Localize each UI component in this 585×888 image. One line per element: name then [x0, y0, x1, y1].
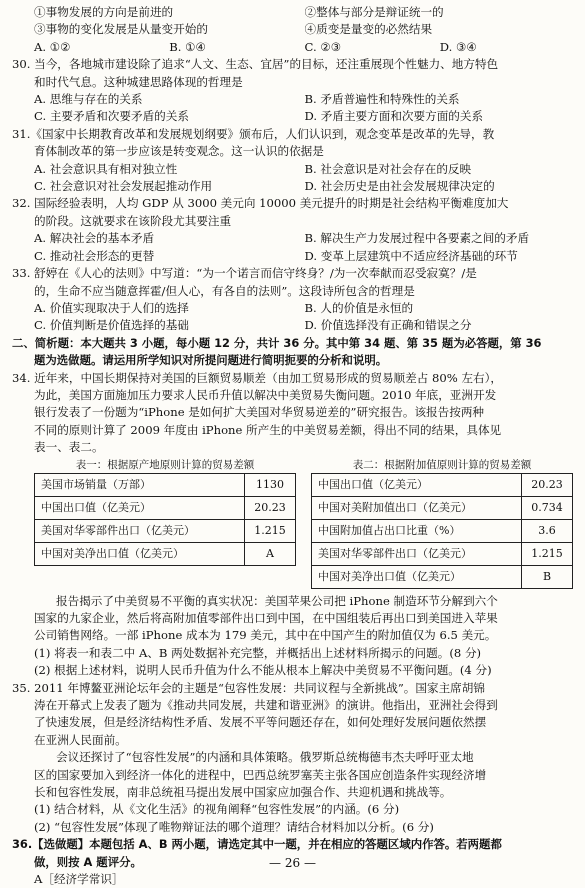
q35-sub-2: (2) “包容性发展”体现了唯物辩证法的哪个道理？请结合材料加以分析。(6 分): [34, 819, 434, 834]
q34-line2: 为此，美国方面施加压力要求人民币升值以解决中美贸易失衡问题。2010 年底，亚洲开发: [34, 387, 497, 402]
row-value: 3.6: [522, 519, 573, 542]
choice-d: D. 矛盾主要方面和次要方面的关系: [304, 109, 484, 124]
q34-para-line3: 公司销售网络。一部 iPhone 成本为 179 美元，其中在中国产生的附加值仅为 6.5 美元。: [34, 628, 497, 643]
row-label: 中国对美净出口值（亿美元）: [312, 565, 522, 588]
row-value: B: [522, 565, 573, 588]
choice-b: B. 解决生产力发展过程中各要素之间的矛盾: [304, 231, 530, 246]
table-row: [35, 473, 296, 496]
q36-line2: 做，则按 A 题评分。: [34, 854, 142, 869]
q30-choices-row1: [12, 91, 575, 108]
q29-options-row2: [12, 21, 575, 38]
table-row: [35, 496, 296, 519]
q33-choices-row1: [12, 300, 575, 317]
choice-d: D. 价值选择没有正确和错误之分: [304, 318, 472, 333]
choice-a: A. ①②: [34, 39, 71, 54]
row-label: 中国附加值占出口比重（%）: [312, 519, 522, 542]
table-row: [312, 542, 573, 565]
q35-para-line2: 区的国家要加入到经济一体化的进程中，巴西总统罗塞芙主张各国应创造条件实现经济增: [34, 767, 487, 782]
choice-a: A. 价值实现取决于人们的选择: [34, 300, 189, 315]
q32-stem-line1: 32. 国际经验表明，人均 GDP 从 3000 美元向 10000 美元提升的时期是社会结构平衡难度加大: [12, 196, 509, 211]
row-value: 20.23: [245, 496, 296, 519]
question-34: [12, 370, 575, 680]
row-value: 20.23: [522, 473, 573, 496]
q31-choices-row2: [12, 178, 575, 195]
q36-part-a-title: A［经济学常识］: [34, 872, 124, 887]
row-label: 中国对美附加值出口（亿美元）: [312, 496, 522, 519]
q32-choices-row2: [12, 248, 575, 265]
q29-options-row1: [12, 4, 575, 21]
q35-sub-1: (1) 结合材料，从《文化生活》的视角阐释“包容性发展”的内涵。(6 分): [34, 802, 400, 817]
table-1-caption: 表一：根据原产地原则计算的贸易差额: [75, 458, 255, 471]
choice-c: C. 社会意识对社会发展起推动作用: [34, 179, 213, 194]
section-2-line2: 题为选做题。请运用所学知识对所提问题进行简明扼要的分析和说明。: [34, 353, 388, 368]
question-33: [12, 265, 575, 335]
choice-d: D. 变革上层建筑中不适应经济基础的环节: [304, 248, 518, 263]
choice-a: A. 解决社会的基本矛盾: [34, 231, 155, 246]
q35-line3: 了快速发展，但是经济结构性矛盾、发展不平等问题还存在，如何处理好发展问题依然摆: [34, 715, 487, 730]
q35-line2: 涛在开幕式上发表了题为《推动共同发展，共建和谐亚洲》的演讲。他指出，亚洲社会得到: [34, 698, 498, 712]
question-30: [12, 56, 575, 126]
row-value: 1130: [245, 473, 296, 496]
q31-stem-line2: 育体制改革的第一步应该是转变观念。这一认识的依据是: [34, 144, 324, 159]
q34-sub-1: (1) 将表一和表二中 A、B 两处数据补充完整，并概括出上述材料所揭示的问题。(8 分): [34, 645, 482, 660]
q34-line5: 表一、表二。: [34, 440, 104, 455]
table-2: [311, 458, 573, 589]
choice-a: A. 社会意识具有相对独立性: [34, 161, 178, 176]
q34-sub-2: (2) 根据上述材料，说明人民币升值为什么不能从根本上解决中美贸易不平衡问题。(4 分): [34, 663, 492, 678]
q34-line4: 不同的原则计算了 2009 年度由 iPhone 所产生的中美贸易差额，得出不同的结果，具体见: [34, 422, 502, 437]
q32-choices-row1: [12, 230, 575, 247]
choice-b: B. ①④: [169, 39, 206, 54]
q31-stem-line1: 31.《国家中长期教育改革和发展规划纲要》颁布后，人们认识到，观念变革是改革的先导，教: [12, 126, 495, 141]
choice-b: B. 矛盾普遍性和特殊性的关系: [304, 92, 460, 107]
table-1: [34, 458, 296, 589]
statement-4: ④质变是量变的必然结果: [304, 22, 433, 37]
statement-1: ①事物发展的方向是前进的: [34, 5, 174, 19]
q34-line1: 34. 近年来，中国长期保持对美国的巨额贸易顺差（由加工贸易形成的贸易顺差占 80% 左右），: [12, 370, 503, 385]
row-value: 1.215: [245, 519, 296, 542]
page-number: — 26 —: [269, 856, 316, 870]
table-row: [312, 473, 573, 496]
row-value: 1.215: [522, 542, 573, 565]
section-2-line1: 二、简析题：本大题共 3 小题，每小题 12 分，共计 36 分。其中第 34 题、第 35 题为必答题，第 36: [12, 335, 542, 350]
table-2-grid: [311, 473, 573, 589]
table-1-grid: [34, 473, 296, 566]
q34-para-line1: 报告揭示了中美贸易不平衡的真实状况：美国苹果公司把 iPhone 制造环节分解到六个: [56, 593, 498, 608]
q35-line1: 35. 2011 年博鳌亚洲论坛年会的主题是“包容性发展：共同议程与全新挑战”。国家主席胡锦: [12, 680, 485, 695]
table-row: [35, 519, 296, 542]
choice-c: C. ②③: [304, 39, 342, 54]
row-value: A: [245, 542, 296, 565]
choice-d: D. 社会历史是由社会发展规律决定的: [304, 179, 495, 194]
choice-c: C. 主要矛盾和次要矛盾的关系: [34, 109, 189, 124]
row-value: 0.734: [522, 496, 573, 519]
choice-c: C. 价值判断是价值选择的基础: [34, 318, 189, 333]
table-row: [312, 519, 573, 542]
q29-choices: [12, 39, 575, 56]
row-label: 美国对华零部件出口（亿美元）: [35, 519, 245, 542]
row-label: 美国对华零部件出口（亿美元）: [312, 542, 522, 565]
statement-3: ③事物的变化发展是从量变开始的: [34, 22, 208, 37]
q35-para-line3: 长和包容性发展，南非总统祖马提出发展中国家应加强合作、共迎机遇和挑战等。: [34, 785, 452, 800]
choice-a: A. 思维与存在的关系: [34, 92, 143, 107]
statement-2: ②整体与部分是辩证统一的: [304, 5, 444, 19]
choice-c: C. 推动社会形态的更替: [34, 248, 155, 263]
q31-choices-row1: [12, 161, 575, 178]
table-2-caption: 表二：根据附加值原则计算的贸易差额: [352, 458, 532, 471]
section-2-heading: [12, 335, 575, 370]
question-35: [12, 680, 575, 837]
row-label: 美国市场销量（万部）: [35, 473, 245, 496]
choice-d: D. ③④: [439, 39, 477, 54]
row-label: 中国出口值（亿美元）: [35, 496, 245, 519]
trade-tables: [12, 458, 575, 589]
q30-choices-row2: [12, 108, 575, 125]
q35-para-line1: 会议还探讨了“包容性发展”的内涵和具体策略。俄罗斯总统梅德韦杰夫呼吁亚太地: [56, 750, 474, 765]
choice-b: B. 社会意识是对社会存在的反映: [304, 161, 472, 176]
q35-line4: 在亚洲人民面前。: [34, 732, 127, 747]
table-row: [312, 565, 573, 588]
table-row: [35, 542, 296, 565]
q33-stem-line1: 33. 舒婷在《人心的法则》中写道：“为一个诺言而信守终身？/为一次奉献而忍受寂寞？/是: [12, 266, 477, 281]
q33-choices-row2: [12, 317, 575, 334]
table-row: [312, 496, 573, 519]
q36-line1: 36.【选做题】本题包括 A、B 两小题，请选定其中一题，并在相应的答题区域内作答。若两题都: [12, 837, 502, 852]
q34-line3: 银行发表了一份题为“iPhone 是如何扩大美国对华贸易逆差的”研究报告。该报告按两种: [34, 405, 485, 420]
q30-stem-line2: 和时代气息。这种城建思路体现的哲理是: [34, 74, 243, 89]
question-31: [12, 126, 575, 196]
q33-stem-line2: 的，生命不应当随意挥霍/但人心，有各自的法则”。这段诗所包含的哲理是: [34, 283, 415, 298]
q30-stem-line1: 30. 当今，各地城市建设除了追求“人文、生态、宜居”的目标，还注重展现个性魅力、地方特色: [12, 57, 499, 72]
choice-b: B. 人的价值是永恒的: [304, 300, 414, 315]
row-label: 中国出口值（亿美元）: [312, 473, 522, 496]
q32-stem-line2: 的阶段。这就要求在该阶段尤其要注重: [34, 213, 232, 228]
question-32: [12, 195, 575, 265]
row-label: 中国对美净出口值（亿美元）: [35, 542, 245, 565]
q34-para-line2: 国家的九家企业，然后将高附加值零部件出口到中国，在中国组装后再出口到美国进入苹果: [34, 610, 498, 625]
